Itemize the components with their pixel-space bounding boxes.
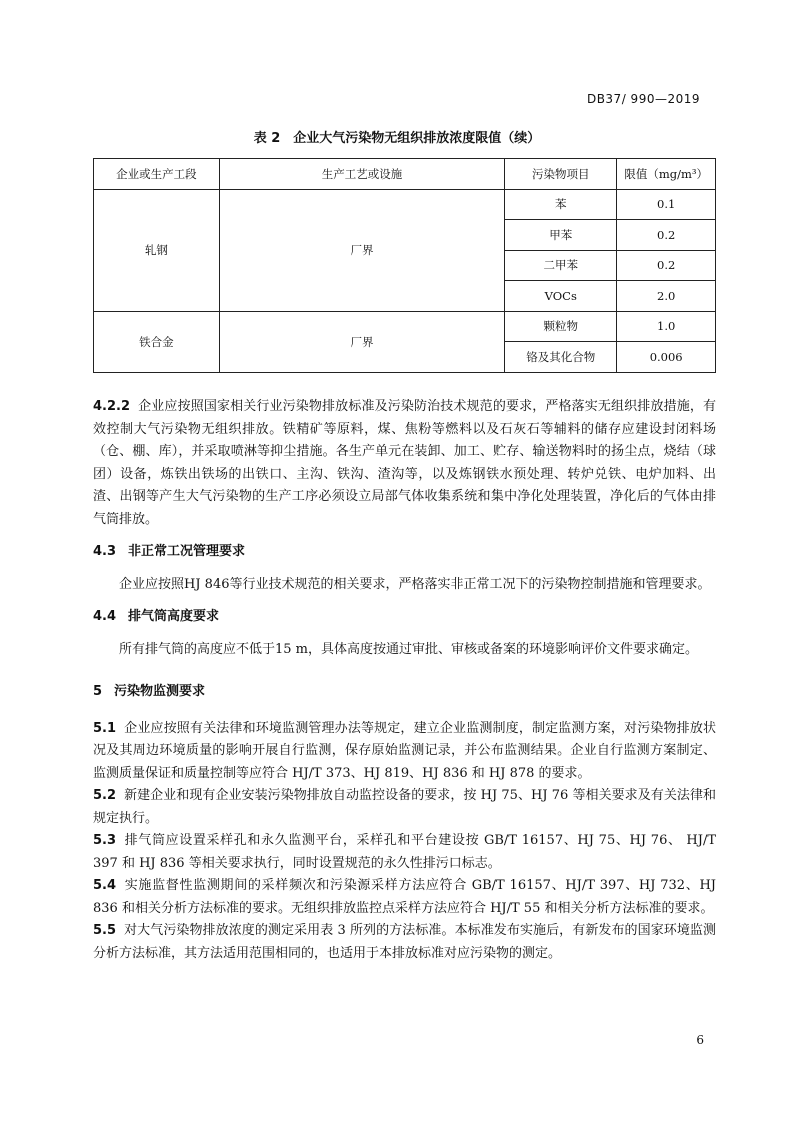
heading-title: 非正常工况管理要求 [128,544,246,559]
paragraph-4-4: 所有排气筒的高度应不低于15 m，具体高度按通过审批、审核或备案的环境影响评价文件要求确定。 [119,641,699,657]
column-header-section: 企业或生产工段 [94,159,220,190]
facility-cell: 厂界 [219,189,504,311]
pollutant-cell: 甲苯 [505,220,617,251]
clause-number: 4.2.2 [93,399,131,414]
clause-text: 实施监督性监测期间的采样频次和污染源采样方法应符合 GB/T 16157、HJ/T 397、HJ 732、HJ 836 和相关分析方法标准的要求。无组织排放监控点采样方法应符合 HJ/T 55 和相关分析方法标准的要求。 [93,878,716,916]
section-cell: 铁合金 [94,311,220,372]
column-header-pollutant: 污染物项目 [505,159,617,190]
clause-5-3 [93,830,716,875]
document-code: DB37/ 990—2019 [586,92,700,106]
section-heading-4-4 [93,606,716,629]
pollutant-cell: 苯 [505,189,617,220]
limit-cell: 0.1 [617,189,716,220]
emission-limits-table [93,158,716,373]
paragraph-4-3: 企业应按照HJ 846等行业技术规范的相关要求，严格落实非正常工况下的污染物控制措施和管理要求。 [119,576,711,592]
pollutant-cell: 二甲苯 [505,250,617,281]
heading-title: 排气筒高度要求 [128,609,220,624]
clause-5-4 [93,875,716,920]
pollutant-cell: 铬及其化合物 [505,342,617,373]
table-row [94,311,716,342]
pollutant-cell: 颗粒物 [505,311,617,342]
pollutant-cell: VOCs [505,281,617,312]
clause-number: 5.1 [93,720,117,736]
column-header-limit: 限值（mg/m³） [617,159,716,190]
limit-cell: 0.2 [617,220,716,251]
heading-number: 5 [93,684,103,699]
clause-number: 5.5 [93,923,117,938]
heading-number: 4.3 [93,544,117,559]
table-header-row [94,159,716,190]
table-title: 表 2 企业大气污染物无组织排放浓度限值（续） [253,131,541,146]
clause-number: 5.3 [93,833,117,848]
clause-text: 企业应按照有关法律和环境监测管理办法等规定，建立企业监测制度，制定监测方案，对污染物排放状况及其周边环境质量的影响开展自行监测，保存原始监测记录，并公布监测结果。企业自行监测方案制定、监测质量保证和质量控制等应符合 HJ/T 373、HJ 819、HJ 836 和 HJ 878 的要求。 [93,720,716,781]
clause-text: 新建企业和现有企业安装污染物排放自动监控设备的要求，按 HJ 75、HJ 76 等相关要求及有关法律和规定执行。 [93,788,716,826]
clause-5-2 [93,785,716,830]
clause-5-5 [93,920,716,965]
clause-text: 排气筒应设置采样孔和永久监测平台，采样孔和平台建设按 GB/T 16157、HJ 75、HJ 76、 HJ/T 397 和 HJ 836 等相关要求执行，同时设置规范的永久性排污口标志。 [93,833,716,871]
clause-text: 对大气污染物排放浓度的测定采用表 3 所列的方法标准。本标准发布实施后，有新发布的国家环境监测分析方法标准，其方法适用范围相同的，也适用于本排放标准对应污染物的测定。 [93,923,716,961]
column-header-facility: 生产工艺或设施 [219,159,504,190]
clause-text: 企业应按照国家相关行业污染物排放标准及污染防治技术规范的要求，严格落实无组织排放措施，有效控制大气污染物无组织排放。铁精矿等原料，煤、焦粉等燃料以及石灰石等辅料的储存应建设封闭料场（仓、棚、库），并采取喷淋等抑尘措施。各生产单元在装卸、加工、贮存、输送物料时的扬尘点，烧结（球团）设备，炼铁出铁场的出铁口、主沟、铁沟、渣沟等，以及炼钢铁水预处理、转炉兑铁、电炉加料、出渣、出钢等产生大气污染物的生产工序必须设立局部气体收集系统和集中净化处理装置，净化后的气体由排气筒排放。 [93,399,716,527]
limit-cell: 1.0 [617,311,716,342]
page-number: 6 [696,1033,704,1047]
clause-number: 5.4 [93,878,117,893]
section-heading-4-3 [93,541,716,564]
heading-title: 污染物监测要求 [114,684,206,699]
document-body [93,396,716,965]
heading-number: 4.4 [93,609,117,624]
section-heading-5 [93,681,716,704]
limit-cell: 0.2 [617,250,716,281]
limit-cell: 2.0 [617,281,716,312]
section-cell: 轧钢 [94,189,220,311]
table-row [94,189,716,220]
limit-cell: 0.006 [617,342,716,373]
facility-cell: 厂界 [219,311,504,372]
clause-5-1 [93,718,716,786]
clause-number: 5.2 [93,788,117,803]
clause-4-2-2 [93,396,716,531]
